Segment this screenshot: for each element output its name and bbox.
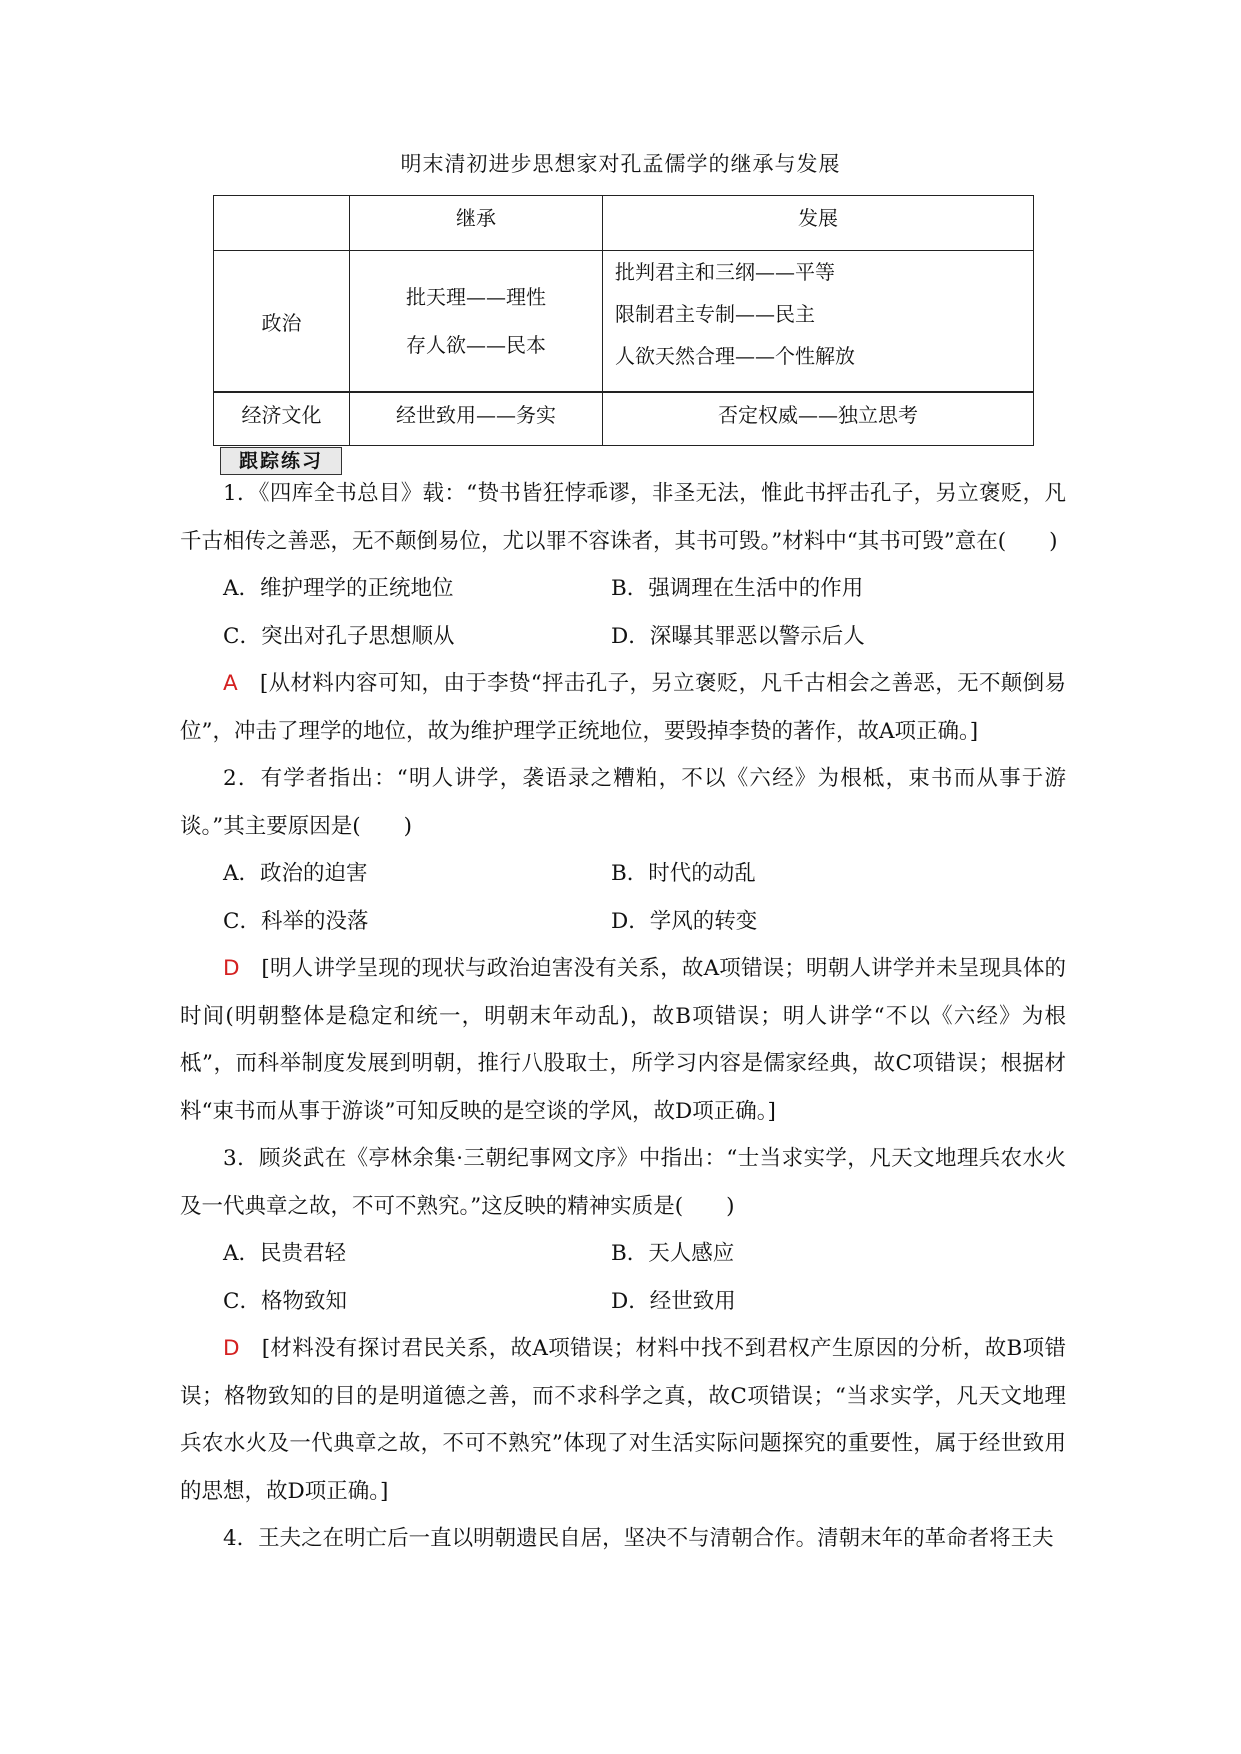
exercise-list bbox=[180, 470, 1066, 1563]
table-row-economy bbox=[214, 392, 1034, 446]
option-a: A．民贵君轻 bbox=[223, 1241, 347, 1266]
options-row bbox=[180, 898, 1066, 946]
table-row-politics bbox=[214, 251, 1034, 393]
answer-letter: A bbox=[223, 671, 238, 696]
answer-explanation bbox=[180, 945, 1066, 1135]
question-stem: 2．有学者指出：“明人讲学，袭语录之糟粕，不以《六经》为根柢，束书而从事于游谈。”其主要原因是( ) bbox=[180, 766, 1066, 839]
inherit-line: 存人欲——民本 bbox=[406, 333, 546, 357]
header-develop: 发展 bbox=[603, 196, 1034, 251]
inherit-cell bbox=[350, 251, 603, 393]
option-a: A．维护理学的正统地位 bbox=[223, 576, 454, 601]
table-header-row bbox=[214, 196, 1034, 251]
develop-line: 人欲天然合理——个性解放 bbox=[615, 344, 855, 368]
inherit-line: 批天理——理性 bbox=[406, 285, 546, 309]
explanation-text: [从材料内容可知，由于李贽“抨击孔子，另立褒贬，凡千古相会之善恶，无不颠倒易位”，冲击了理学的地位，故为维护理学正统地位，要毁掉李贽的著作，故A项正确。] bbox=[180, 671, 1066, 744]
options-row bbox=[180, 850, 1066, 898]
option-d: D．深曝其罪恶以警示后人 bbox=[611, 623, 865, 649]
option-d: D．经世致用 bbox=[611, 1288, 736, 1314]
explanation-text: [材料没有探讨君民关系，故A项错误；材料中找不到君权产生原因的分析，故B项错误；格物致知的目的是明道德之善，而不求科学之真，故C项错误；“当求实学，凡天文地理兵农水火及一代典章之故，不可不熟究”体现了对生活实际问题探究的重要性，属于经世致用的思想，故D项正确。] bbox=[180, 1336, 1066, 1504]
header-inherit: 继承 bbox=[350, 196, 603, 251]
answer-explanation bbox=[180, 660, 1066, 755]
explanation-text: [明人讲学呈现的现状与政治迫害没有关系，故A项错误；明朝人讲学并未呈现具体的时间(明朝整体是稳定和统一，明朝末年动乱)，故B项错误；明人讲学“不以《六经》为根柢”，而科举制度发展到明朝，推行八股取士，所学习内容是儒家经典，故C项错误；根据材料“束书而从事于游谈”可知反映的是空谈的学风，故D项正确。] bbox=[180, 956, 1066, 1124]
row-category: 政治 bbox=[214, 251, 350, 393]
row-category: 经济文化 bbox=[214, 392, 350, 446]
answer-letter: D bbox=[223, 1336, 240, 1361]
comparison-table bbox=[213, 195, 1034, 446]
options-row bbox=[180, 613, 1066, 661]
header-blank-cell bbox=[214, 196, 350, 251]
option-b: B．天人感应 bbox=[611, 1241, 735, 1266]
answer-explanation bbox=[180, 1325, 1066, 1515]
options-row bbox=[180, 1230, 1066, 1278]
option-d: D．学风的转变 bbox=[611, 908, 758, 934]
develop-line: 限制君主专制——民主 bbox=[615, 302, 815, 326]
inherit-line: 经世致用——务实 bbox=[350, 392, 603, 446]
question-stem: 4．王夫之在明亡后一直以明朝遗民自居，坚决不与清朝合作。清朝末年的革命者将王夫 bbox=[223, 1526, 1054, 1551]
question-stem: 3．顾炎武在《亭林余集·三朝纪事网文序》中指出：“士当求实学，凡天文地理兵农水火及一代典章之故，不可不熟究。”这反映的精神实质是( ) bbox=[180, 1146, 1066, 1219]
develop-line: 批判君主和三纲——平等 bbox=[615, 260, 835, 284]
options-row bbox=[180, 565, 1066, 613]
option-b: B．时代的动乱 bbox=[611, 861, 756, 886]
option-a: A．政治的迫害 bbox=[223, 861, 368, 886]
option-c: C．科举的没落 bbox=[223, 908, 369, 934]
question-stem: 1．《四库全书总目》载：“贽书皆狂悖乖谬，非圣无法，惟此书抨击孔子，另立褒贬，凡千古相传之善恶，无不颠倒易位，尤以罪不容诛者，其书可毁。”材料中“其书可毁”意在( ) bbox=[180, 481, 1066, 554]
table-title: 明末清初进步思想家对孔孟儒学的继承与发展 bbox=[400, 152, 841, 176]
section-tag: 跟踪练习 bbox=[220, 447, 342, 475]
options-row bbox=[180, 1278, 1066, 1326]
option-c: C．格物致知 bbox=[223, 1288, 347, 1314]
option-b: B．强调理在生活中的作用 bbox=[611, 576, 864, 601]
develop-cell bbox=[603, 251, 1034, 393]
option-c: C．突出对孔子思想顺从 bbox=[223, 623, 455, 649]
develop-line: 否定权威——独立思考 bbox=[603, 392, 1034, 446]
answer-letter: D bbox=[223, 956, 240, 981]
